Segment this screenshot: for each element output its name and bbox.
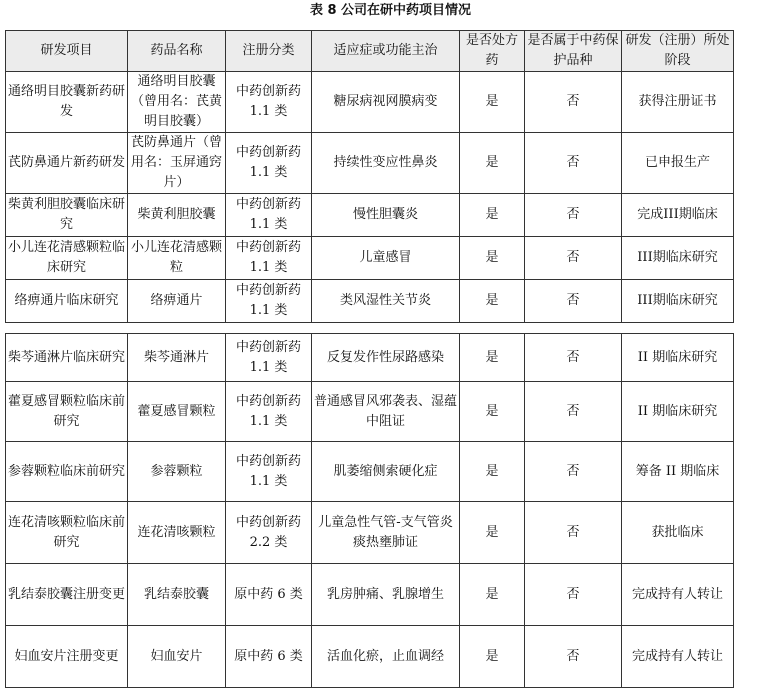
cell-project: 小儿连花清感颗粒临床研究 [6, 237, 128, 280]
table-row [6, 334, 734, 382]
cell-registration-class: 中药创新药 2.2 类 [226, 502, 312, 564]
cell-registration-class: 原中药 6 类 [226, 564, 312, 626]
table-row [6, 442, 734, 502]
cell-project: 通络明目胶囊新药研发 [6, 72, 128, 133]
header-stage: 研发（注册）所处阶段 [622, 31, 734, 72]
cell-prescription: 是 [460, 382, 525, 442]
cell-registration-class: 中药创新药 1.1 类 [226, 280, 312, 323]
projects-table-part-1 [5, 30, 734, 323]
cell-registration-class: 中药创新药 1.1 类 [226, 442, 312, 502]
cell-stage: III期临床研究 [622, 237, 734, 280]
cell-indication: 儿童急性气管-支气管炎痰热壅肺证 [312, 502, 460, 564]
cell-prescription: 是 [460, 626, 525, 688]
cell-registration-class: 中药创新药 1.1 类 [226, 237, 312, 280]
cell-stage: 获得注册证书 [622, 72, 734, 133]
cell-prescription: 是 [460, 133, 525, 194]
cell-indication: 类风湿性关节炎 [312, 280, 460, 323]
cell-indication: 普通感冒风邪袭表、湿蕴中阻证 [312, 382, 460, 442]
table-row [6, 626, 734, 688]
cell-project: 藿夏感冒颗粒临床前研究 [6, 382, 128, 442]
table-row [6, 72, 734, 133]
cell-prescription: 是 [460, 442, 525, 502]
cell-stage: 完成持有人转让 [622, 564, 734, 626]
cell-protected-variety: 否 [525, 564, 622, 626]
cell-protected-variety: 否 [525, 280, 622, 323]
cell-protected-variety: 否 [525, 502, 622, 564]
cell-project: 柴黄利胆胶囊临床研究 [6, 194, 128, 237]
cell-indication: 持续性变应性鼻炎 [312, 133, 460, 194]
cell-prescription: 是 [460, 334, 525, 382]
cell-protected-variety: 否 [525, 334, 622, 382]
cell-stage: 筹备 II 期临床 [622, 442, 734, 502]
cell-protected-variety: 否 [525, 194, 622, 237]
table-row [6, 237, 734, 280]
table-caption: 表 8 公司在研中药项目情况 [309, 3, 472, 18]
table-row [6, 194, 734, 237]
cell-protected-variety: 否 [525, 133, 622, 194]
header-row [6, 31, 734, 72]
cell-drug-name: 藿夏感冒颗粒 [128, 382, 226, 442]
cell-prescription: 是 [460, 502, 525, 564]
cell-drug-name: 小儿连花清感颗粒 [128, 237, 226, 280]
cell-registration-class: 中药创新药 1.1 类 [226, 133, 312, 194]
header-drug-name: 药品名称 [128, 31, 226, 72]
header-project: 研发项目 [6, 31, 128, 72]
cell-drug-name: 妇血安片 [128, 626, 226, 688]
cell-drug-name: 络痹通片 [128, 280, 226, 323]
table-row [6, 502, 734, 564]
projects-table-part-2 [5, 333, 734, 688]
cell-project: 芪防鼻通片新药研发 [6, 133, 128, 194]
cell-indication: 活血化瘀，止血调经 [312, 626, 460, 688]
cell-project: 参蓉颗粒临床前研究 [6, 442, 128, 502]
cell-protected-variety: 否 [525, 237, 622, 280]
header-protected-variety: 是否属于中药保护品种 [525, 31, 622, 72]
cell-indication: 糖尿病视网膜病变 [312, 72, 460, 133]
table-row [6, 564, 734, 626]
cell-protected-variety: 否 [525, 442, 622, 502]
cell-drug-name: 参蓉颗粒 [128, 442, 226, 502]
cell-stage: 完成持有人转让 [622, 626, 734, 688]
cell-project: 乳结泰胶囊注册变更 [6, 564, 128, 626]
cell-stage: II 期临床研究 [622, 334, 734, 382]
header-prescription: 是否处方药 [460, 31, 525, 72]
table-row [6, 382, 734, 442]
cell-stage: II 期临床研究 [622, 382, 734, 442]
cell-project: 妇血安片注册变更 [6, 626, 128, 688]
cell-prescription: 是 [460, 72, 525, 133]
cell-drug-name: 柴芩通淋片 [128, 334, 226, 382]
cell-indication: 乳房肿痛、乳腺增生 [312, 564, 460, 626]
cell-drug-name: 通络明目胶囊（曾用名：芪黄明目胶囊） [128, 72, 226, 133]
cell-registration-class: 中药创新药 1.1 类 [226, 334, 312, 382]
cell-stage: III期临床研究 [622, 280, 734, 323]
cell-prescription: 是 [460, 564, 525, 626]
cell-drug-name: 乳结泰胶囊 [128, 564, 226, 626]
cell-indication: 肌萎缩侧索硬化症 [312, 442, 460, 502]
cell-protected-variety: 否 [525, 72, 622, 133]
cell-registration-class: 中药创新药 1.1 类 [226, 382, 312, 442]
cell-project: 柴芩通淋片临床研究 [6, 334, 128, 382]
cell-stage: 已申报生产 [622, 133, 734, 194]
cell-registration-class: 原中药 6 类 [226, 626, 312, 688]
cell-drug-name: 柴黄利胆胶囊 [128, 194, 226, 237]
cell-stage: 完成III期临床 [622, 194, 734, 237]
cell-indication: 慢性胆囊炎 [312, 194, 460, 237]
table-row [6, 133, 734, 194]
cell-project: 络痹通片临床研究 [6, 280, 128, 323]
cell-project: 连花清咳颗粒临床前研究 [6, 502, 128, 564]
header-registration-class: 注册分类 [226, 31, 312, 72]
cell-prescription: 是 [460, 237, 525, 280]
cell-drug-name: 芪防鼻通片（曾用名：玉屏通窍片） [128, 133, 226, 194]
cell-prescription: 是 [460, 194, 525, 237]
cell-prescription: 是 [460, 280, 525, 323]
cell-registration-class: 中药创新药 1.1 类 [226, 194, 312, 237]
cell-protected-variety: 否 [525, 626, 622, 688]
header-indication: 适应症或功能主治 [312, 31, 460, 72]
table-row [6, 280, 734, 323]
cell-drug-name: 连花清咳颗粒 [128, 502, 226, 564]
cell-registration-class: 中药创新药 1.1 类 [226, 72, 312, 133]
cell-protected-variety: 否 [525, 382, 622, 442]
cell-stage: 获批临床 [622, 502, 734, 564]
cell-indication: 反复发作性尿路感染 [312, 334, 460, 382]
cell-indication: 儿童感冒 [312, 237, 460, 280]
